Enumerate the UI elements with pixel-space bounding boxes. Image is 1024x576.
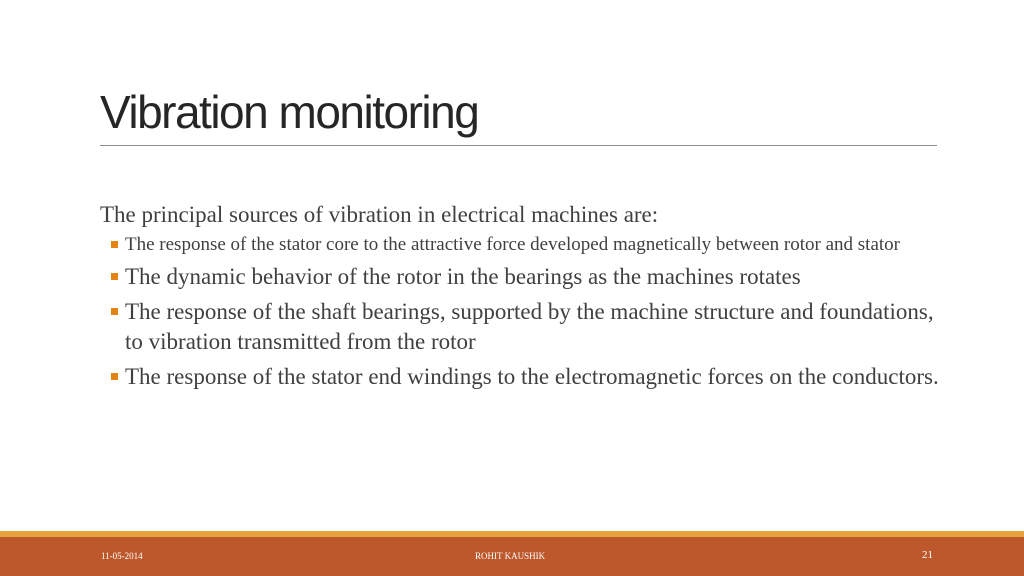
square-bullet-icon (111, 373, 118, 380)
bullet-text: The response of the shaft bearings, supported by the machine structure and foundations, to vibration transmitted from the rotor (125, 299, 934, 354)
bullet-text: The response of the stator core to the attractive force developed magnetically between rotor and stator (125, 234, 900, 255)
slide-body (100, 200, 950, 392)
bullet-text: The dynamic behavior of the rotor in the bearings as the machines rotates (125, 264, 801, 289)
footer-date: 11-05-2014 (101, 551, 143, 561)
footer-author: ROHIT KAUSHIK (475, 551, 546, 561)
bullet-item (100, 362, 950, 392)
square-bullet-icon (111, 308, 118, 315)
page-number: 21 (922, 549, 933, 561)
bullet-item (100, 262, 950, 292)
bullet-item (100, 232, 950, 257)
title-divider (100, 145, 937, 146)
bullet-text: The response of the stator end windings to the electromagnetic forces on the conductors. (125, 364, 939, 389)
square-bullet-icon (111, 241, 118, 248)
intro-text: The principal sources of vibration in electrical machines are: (100, 202, 659, 227)
square-bullet-icon (111, 273, 118, 280)
footer-bar (0, 537, 1024, 576)
slide-title: Vibration monitoring (100, 86, 479, 138)
bullet-item (100, 297, 950, 357)
